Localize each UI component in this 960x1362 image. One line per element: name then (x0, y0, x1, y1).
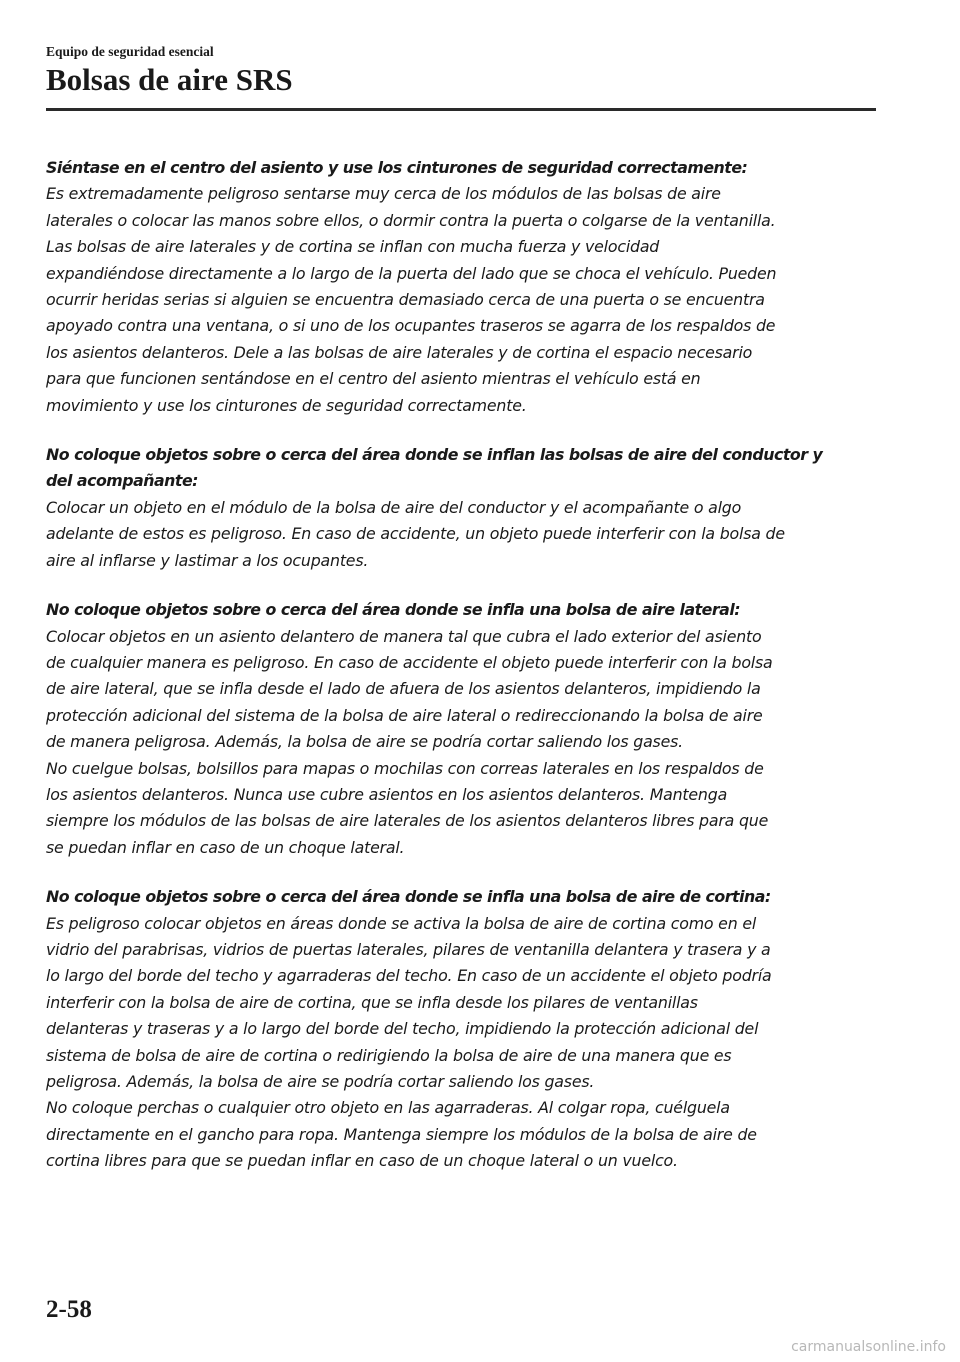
warning-heading: No coloque objetos sobre o cerca del área donde se infla una bolsa de aire lateral: (46, 600, 741, 620)
page-header (46, 44, 876, 99)
page-number: 2-58 (46, 1296, 92, 1323)
warning-body: Colocar objetos en un asiento delantero de manera tal que cubra el lado exterior del asiento de cualquier manera es peligroso. En caso de accidente el objeto puede interferir con la bolsa de aire lateral, que se infla desde el lado de afuera de los asientos delanteros, impidiendo la protección adicional del sistema de la bolsa de aire lateral o redireccionando la bolsa de aire de manera peligrosa. Además, la bolsa de aire se podría cortar saliendo los gases. No cuelgue bolsas, bolsillos para mapas o mochilas con correas laterales en los respaldos de los asientos delanteros. Nunca use cubre asientos en los asientos delanteros. Mantenga siempre los módulos de las bolsas de aire laterales de los asientos delanteros libres para que se puedan inflar en caso de un choque lateral. (46, 626, 773, 857)
warning-heading: No coloque objetos sobre o cerca del área donde se inflan las bolsas de aire del conductor y del acompañante: (46, 445, 823, 491)
warning-heading: No coloque objetos sobre o cerca del área donde se infla una bolsa de aire de cortina: (46, 887, 771, 907)
warning-block-front-airbags (46, 442, 886, 574)
page-title: Bolsas de aire SRS (46, 62, 293, 97)
section-label: Equipo de seguridad esencial (46, 44, 214, 59)
warning-body: Colocar un objeto en el módulo de la bolsa de aire del conductor y el acompañante o algo adelante de estos es peligroso. En caso de accidente, un objeto puede interferir con la bolsa de aire al inflarse y lastimar a los ocupantes. (46, 497, 785, 570)
watermark-text: carmanualsonline.info (791, 1339, 946, 1355)
warning-content (46, 155, 886, 1198)
warning-body: Es extremadamente peligroso sentarse muy cerca de los módulos de las bolsas de aire laterales o colocar las manos sobre ellos, o dormir contra la puerta o colgarse de la ventanilla. Las bolsas de aire laterales y de cortina se inflan con mucha fuerza y velocidad expandiéndose directamente a lo largo de la puerta del lado que se choca el vehículo. Pueden ocurrir heridas serias si alguien se encuentra demasiado cerca de una puerta o se encuentra apoyado contra una ventana, o si uno de los ocupantes traseros se agarra de los respaldos de los asientos delanteros. Dele a las bolsas de aire laterales y de cortina el espacio necesario para que funcionen sentándose en el centro del asiento mientras el vehículo está en movimiento y use los cinturones de seguridad correctamente. (46, 184, 777, 415)
warning-body: Es peligroso colocar objetos en áreas donde se activa la bolsa de aire de cortina como en el vidrio del parabrisas, vidrios de puertas laterales, pilares de ventanilla delantera y trasera y a lo largo del borde del techo y agarraderas del techo. En caso de un accidente el objeto podría interferir con la bolsa de aire de cortina, que se infla desde los pilares de ventanillas delanteras y traseras y a lo largo del borde del techo, impidiendo la protección adicional del sistema de bolsa de aire de cortina o redirigiendo la bolsa de aire de una manera que es peligrosa. Además, la bolsa de aire se podría cortar saliendo los gases. No coloque perchas o cualquier otro objeto en las agarraderas. Al colgar ropa, cuélguela directamente en el gancho para ropa. Mantenga siempre los módulos de la bolsa de aire de cortina libres para que se puedan inflar en caso de un choque lateral o un vuelco. (46, 913, 772, 1171)
warning-block-curtain-airbag (46, 884, 886, 1174)
warning-block-side-airbag (46, 597, 886, 861)
title-divider (46, 108, 876, 111)
warning-block-seating (46, 155, 886, 419)
warning-heading: Siéntase en el centro del asiento y use los cinturones de seguridad correctamente: (46, 158, 748, 177)
